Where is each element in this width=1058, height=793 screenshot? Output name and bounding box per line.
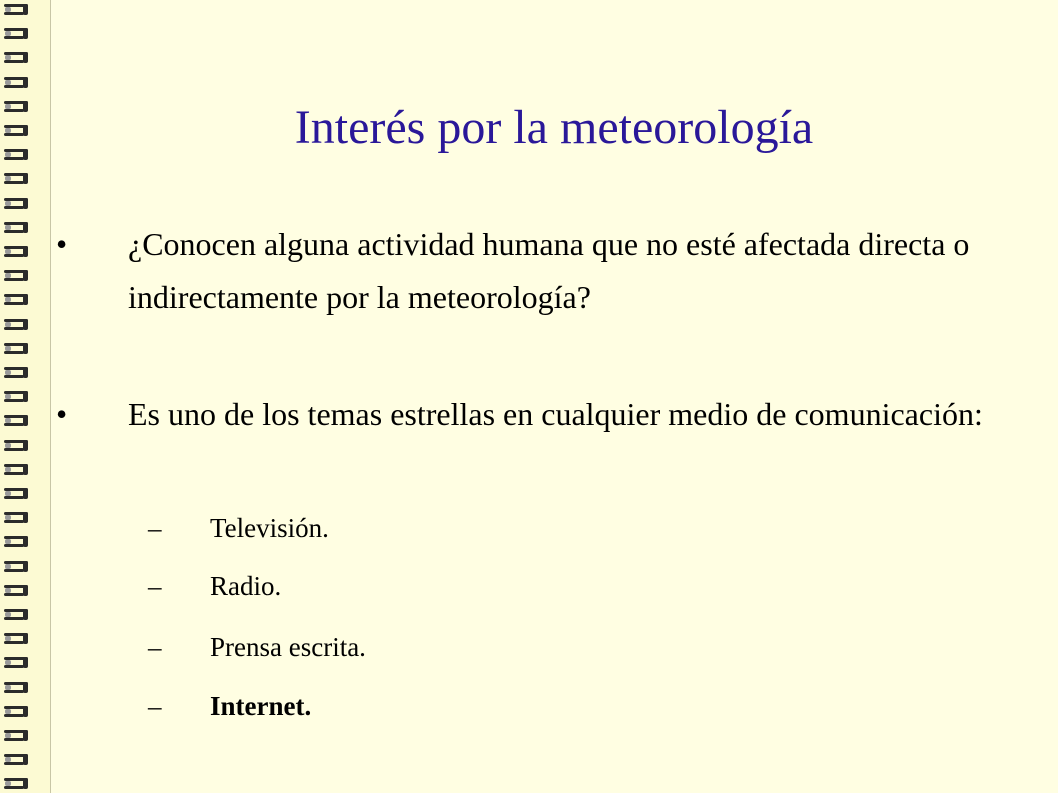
binding-ring [4, 583, 30, 599]
bullet-text: Es uno de los temas estrellas en cualquier medio de comunicación: [128, 396, 983, 432]
binding-ring [4, 534, 30, 550]
binding-ring [4, 413, 30, 429]
binding-ring [4, 559, 30, 575]
binding-ring [4, 607, 30, 623]
binding-ring [4, 147, 30, 163]
binding-ring [4, 50, 30, 66]
binding-ring [4, 196, 30, 212]
slide-title: Interés por la meteorología [294, 101, 814, 154]
sub-item-text: Televisión. [210, 513, 329, 543]
binding-ring [4, 244, 30, 260]
binding-ring [4, 341, 30, 357]
binding-ring [4, 317, 30, 333]
binding-ring [4, 268, 30, 284]
binding-ring [4, 2, 30, 18]
binding-ring [4, 728, 30, 744]
binding-ring [4, 171, 30, 187]
binding-ring [4, 99, 30, 115]
binding-ring [4, 680, 30, 696]
binding-ring [4, 75, 30, 91]
binding-ring [4, 510, 30, 526]
sub-item-marker: – [148, 691, 162, 721]
sub-item-marker: – [148, 571, 162, 601]
binding-ring [4, 438, 30, 454]
sub-item-text: Prensa escrita. [210, 632, 366, 662]
binding-ring [4, 486, 30, 502]
bullet-marker: • [56, 396, 68, 432]
binding-ring [4, 292, 30, 308]
binding-ring [4, 365, 30, 381]
sub-item-marker: – [148, 513, 162, 543]
binding-ring [4, 776, 30, 792]
spiral-binding [0, 0, 51, 793]
binding-ring [4, 752, 30, 768]
sub-item-marker: – [148, 632, 162, 662]
bullet-text: ¿Conocen alguna actividad humana que no esté afectada directa o indirectamente por la meteorología? [128, 226, 970, 315]
binding-ring [4, 123, 30, 139]
binding-ring [4, 389, 30, 405]
binding-ring [4, 462, 30, 478]
sub-item-text: Radio. [210, 571, 282, 601]
bullet-marker: • [56, 226, 68, 262]
sub-item-text: Internet. [210, 691, 312, 721]
binding-ring [4, 704, 30, 720]
binding-ring [4, 26, 30, 42]
binding-ring [4, 220, 30, 236]
binding-ring [4, 631, 30, 647]
binding-ring [4, 655, 30, 671]
